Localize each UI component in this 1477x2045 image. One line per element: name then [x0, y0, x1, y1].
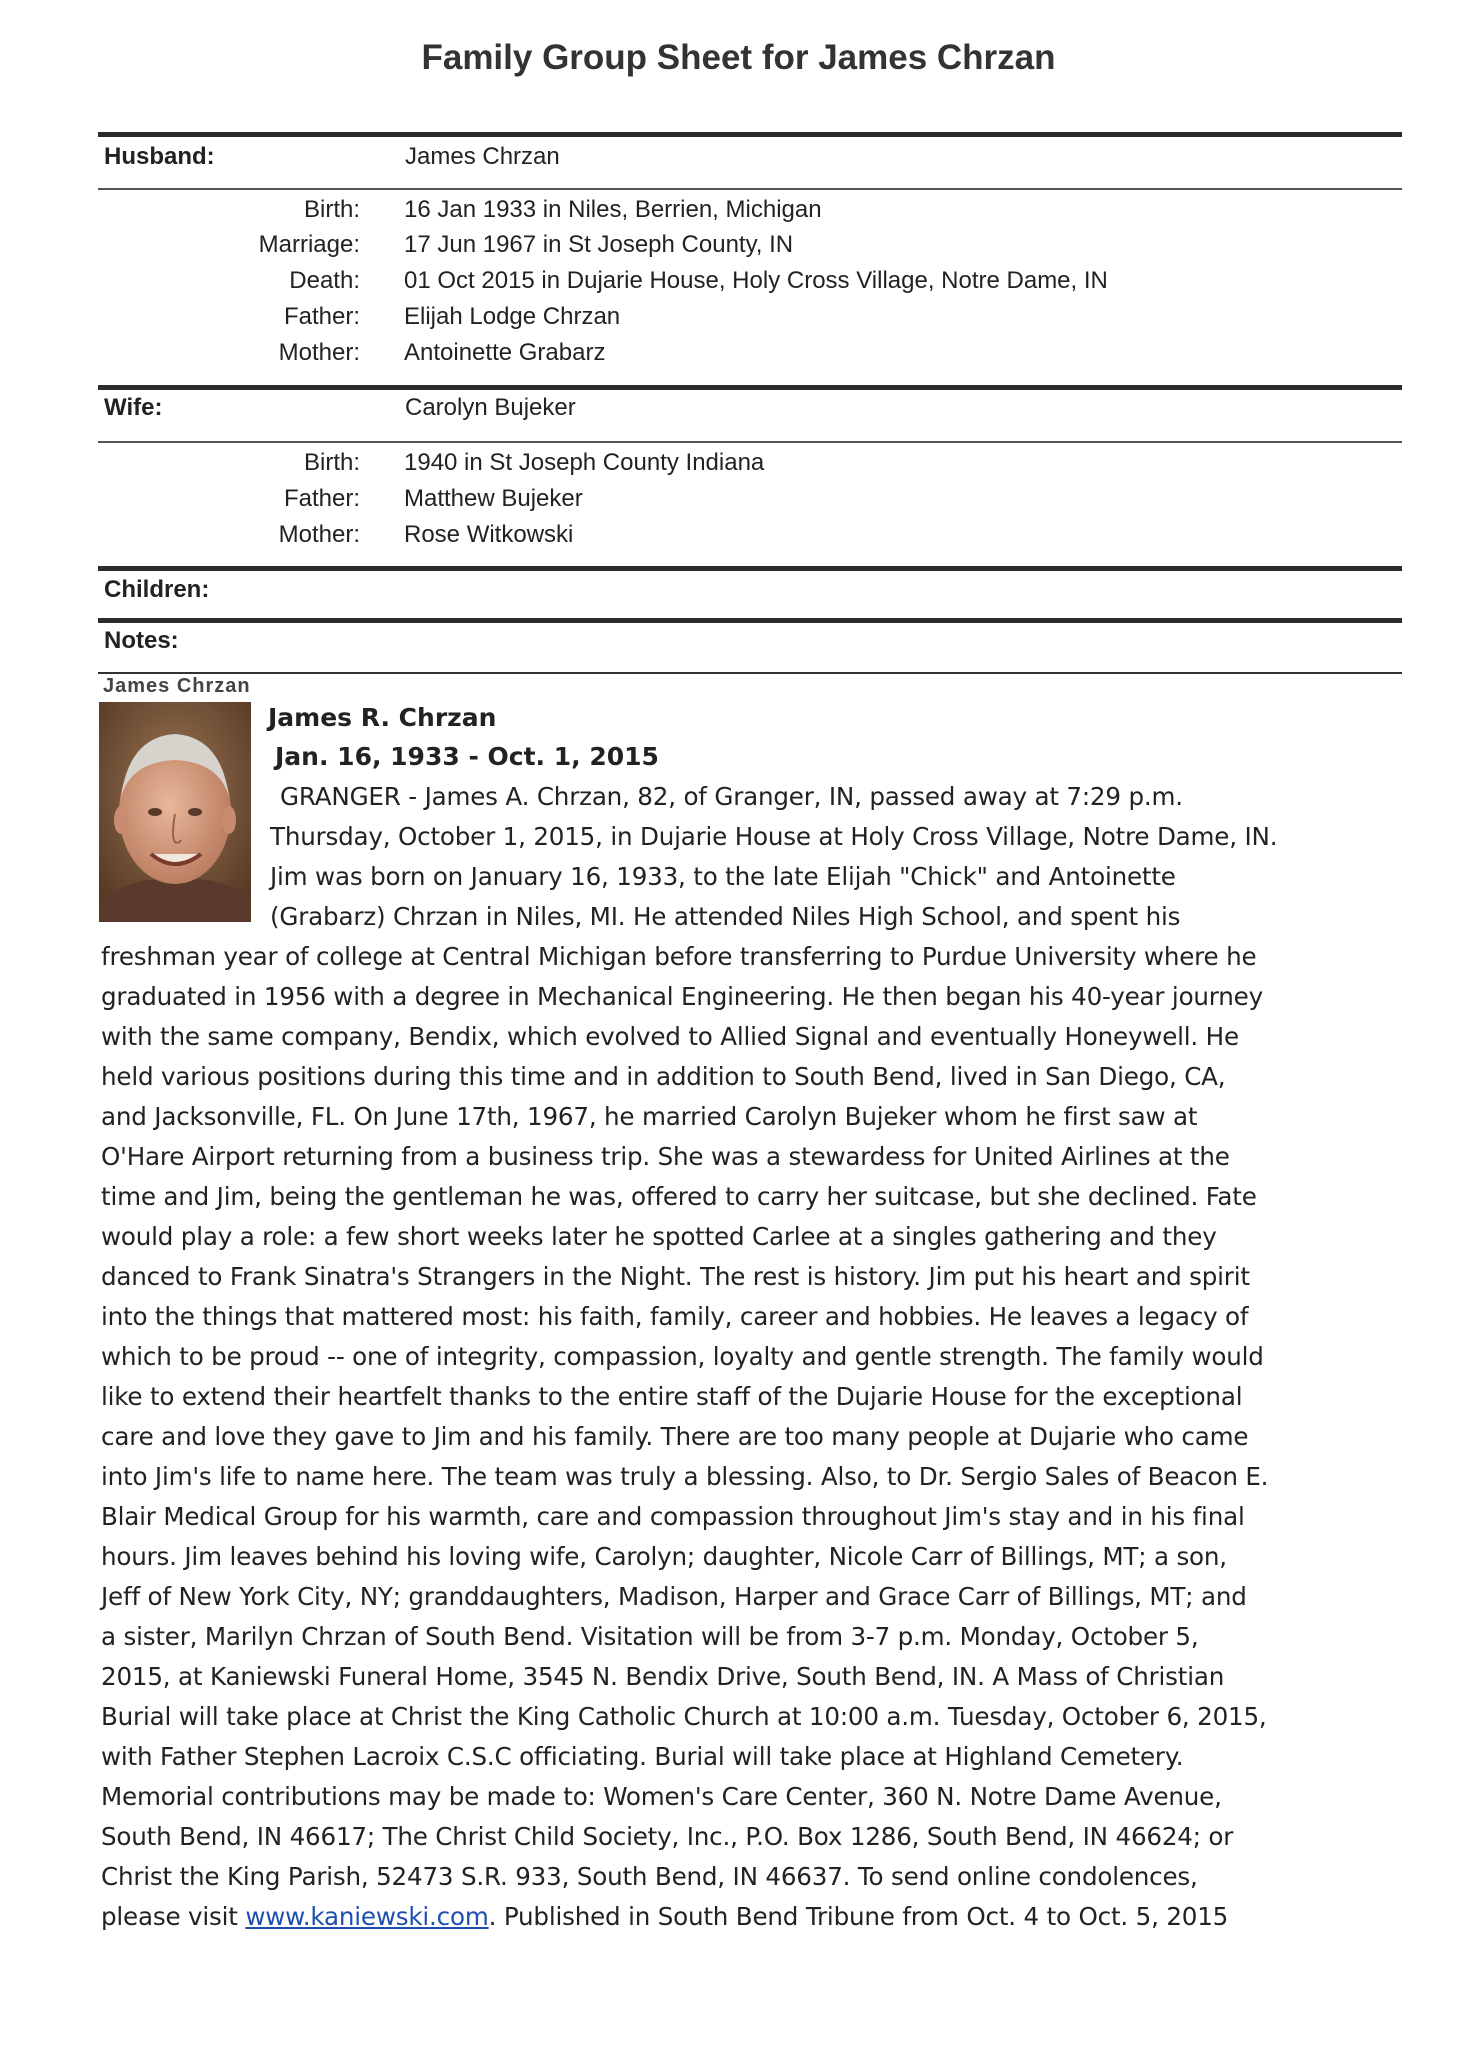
obituary-line: Memorial contributions may be made to: Women's Care Center, 360 N. Notre Dame Avenue, — [101, 1782, 1222, 1811]
divider — [98, 132, 1402, 137]
obituary-line: Jim was born on January 16, 1933, to the late Elijah "Chick" and Antoinette — [270, 862, 1176, 891]
obituary-last-line — [101, 1902, 1228, 1931]
obituary-line: like to extend their heartfelt thanks to the entire staff of the Dujarie House for the exceptional — [101, 1382, 1243, 1411]
divider — [98, 566, 1402, 571]
husband-birth-label: Birth: — [303, 196, 360, 223]
page-title: Family Group Sheet for James Chrzan — [421, 38, 1056, 77]
wife-name: Carolyn Bujeker — [405, 394, 576, 421]
wife-mother-value: Rose Witkowski — [404, 521, 574, 548]
obituary-line: South Bend, IN 46617; The Christ Child Society, Inc., P.O. Box 1286, South Bend, IN 46624; or — [101, 1822, 1234, 1851]
wife-father-value: Matthew Bujeker — [404, 485, 583, 512]
obituary-line: with the same company, Bendix, which evolved to Allied Signal and eventually Honeywell. He — [101, 1022, 1239, 1051]
obituary-line: held various positions during this time and in addition to South Bend, lived in San Diego, CA, — [101, 1062, 1226, 1091]
wife-birth-value: 1940 in St Joseph County Indiana — [404, 449, 765, 476]
obituary-line: Jeff of New York City, NY; granddaughters, Madison, Harper and Grace Carr of Billings, MT; and — [101, 1582, 1247, 1611]
husband-label: Husband: — [104, 143, 215, 170]
divider — [98, 618, 1402, 623]
obituary-line: (Grabarz) Chrzan in Niles, MI. He attended Niles High School, and spent his — [270, 902, 1181, 931]
obituary-line: into the things that mattered most: his faith, family, career and hobbies. He leaves a legacy of — [101, 1302, 1249, 1331]
husband-father-label: Father: — [283, 303, 360, 330]
divider — [98, 441, 1402, 443]
obituary-line: Christ the King Parish, 52473 S.R. 933, South Bend, IN 46637. To send online condolences, — [101, 1862, 1198, 1891]
obituary-line: into Jim's life to name here. The team was truly a blessing. Also, to Dr. Sergio Sales of Beacon E. — [101, 1462, 1269, 1491]
husband-mother-value: Antoinette Grabarz — [404, 339, 606, 366]
wife-label: Wife: — [104, 394, 163, 421]
obituary-line: would play a role: a few short weeks later he spotted Carlee at a singles gathering and they — [101, 1222, 1217, 1251]
kaniewski-link[interactable]: www.kaniewski.com — [245, 1902, 489, 1931]
obituary-line-prefix: please visit — [101, 1902, 246, 1931]
husband-marriage-value: 17 Jun 1967 in St Joseph County, IN — [404, 231, 794, 258]
obituary-line: GRANGER - James A. Chrzan, 82, of Granger, IN, passed away at 7:29 p.m. — [280, 782, 1183, 811]
obituary-line: danced to Frank Sinatra's Strangers in the Night. The rest is history. Jim put his heart and spirit — [101, 1262, 1250, 1291]
wife-father-label: Father: — [283, 485, 360, 512]
obituary-line: care and love they gave to Jim and his family. There are too many people at Dujarie who came — [101, 1422, 1249, 1451]
obituary-line: O'Hare Airport returning from a business trip. She was a stewardess for United Airlines at the — [101, 1142, 1230, 1171]
obituary-line: Blair Medical Group for his warmth, care and compassion throughout Jim's stay and in his final — [101, 1502, 1245, 1531]
divider — [98, 672, 1402, 674]
obituary-line: Burial will take place at Christ the King Catholic Church at 10:00 a.m. Tuesday, October 6, 2015, — [101, 1702, 1267, 1731]
obituary-line: graduated in 1956 with a degree in Mechanical Engineering. He then began his 40-year journey — [101, 982, 1263, 1011]
wife-birth-label: Birth: — [303, 449, 360, 476]
obituary-line: and Jacksonville, FL. On June 17th, 1967, he married Carolyn Bujeker whom he first saw at — [101, 1102, 1198, 1131]
obituary-line: a sister, Marilyn Chrzan of South Bend. Visitation will be from 3-7 p.m. Monday, October 5, — [101, 1622, 1199, 1651]
husband-death-label: Death: — [289, 267, 360, 294]
obituary-line: Thursday, October 1, 2015, in Dujarie House at Holy Cross Village, Notre Dame, IN. — [270, 822, 1278, 851]
husband-death-value: 01 Oct 2015 in Dujarie House, Holy Cross Village, Notre Dame, IN — [404, 267, 1108, 294]
divider — [98, 188, 1402, 190]
obituary-line: freshman year of college at Central Michigan before transferring to Purdue University where he — [101, 942, 1257, 971]
notes-cutoff-text: James Chrzan — [103, 675, 251, 697]
obituary-name: James R. Chrzan — [268, 703, 497, 732]
obituary-line: which to be proud -- one of integrity, compassion, loyalty and gentle strength. The family would — [101, 1342, 1264, 1371]
wife-mother-label: Mother: — [278, 521, 360, 548]
obituary-line: hours. Jim leaves behind his loving wife, Carolyn; daughter, Nicole Carr of Billings, MT; a son, — [101, 1542, 1227, 1571]
obituary-line: 2015, at Kaniewski Funeral Home, 3545 N. Bendix Drive, South Bend, IN. A Mass of Christian — [101, 1662, 1225, 1691]
husband-mother-label: Mother: — [278, 339, 360, 366]
husband-father-value: Elijah Lodge Chrzan — [404, 303, 621, 330]
husband-birth-value: 16 Jan 1933 in Niles, Berrien, Michigan — [404, 196, 822, 223]
notes-label: Notes: — [104, 627, 179, 654]
portrait-photo — [99, 702, 251, 922]
obituary-line: with Father Stephen Lacroix C.S.C officiating. Burial will take place at Highland Cemetery. — [101, 1742, 1184, 1771]
husband-name: James Chrzan — [405, 143, 560, 170]
divider — [98, 385, 1402, 390]
children-label: Children: — [104, 576, 210, 603]
husband-marriage-label: Marriage: — [258, 231, 360, 258]
obituary-line: time and Jim, being the gentleman he was, offered to carry her suitcase, but she declined. Fate — [101, 1182, 1257, 1211]
obituary-line-suffix: . Published in South Bend Tribune from Oct. 4 to Oct. 5, 2015 — [488, 1902, 1229, 1931]
obituary-dates: Jan. 16, 1933 - Oct. 1, 2015 — [275, 742, 659, 771]
